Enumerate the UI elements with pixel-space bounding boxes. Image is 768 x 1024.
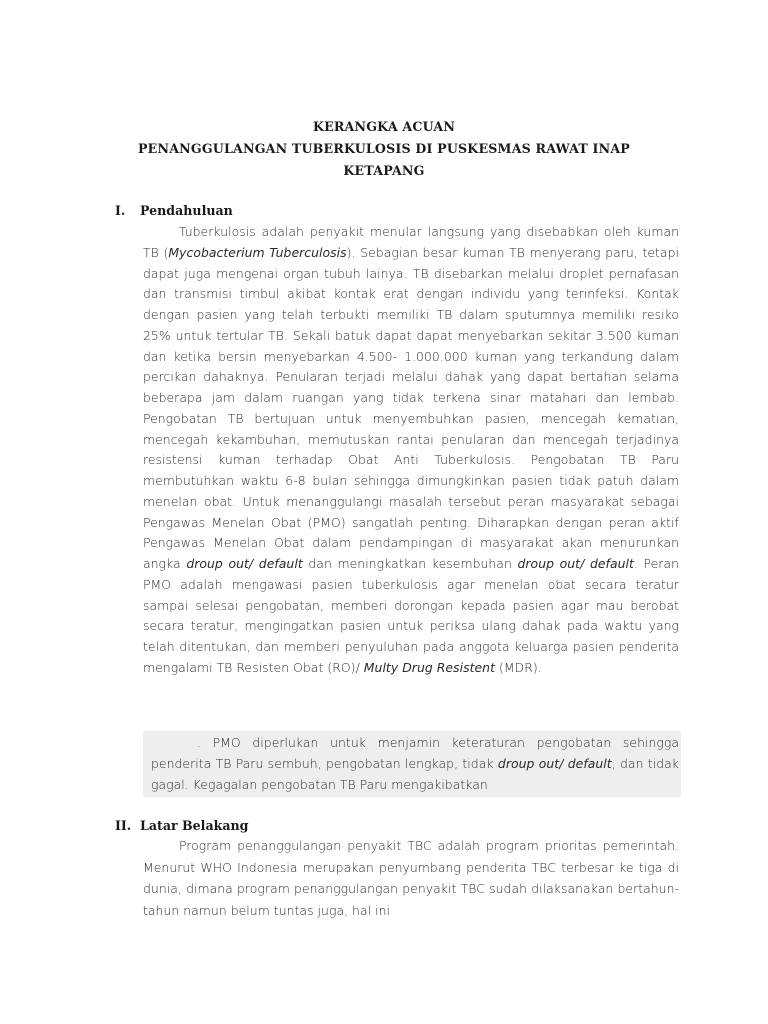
italic-term: Mycobacterium Tuberculosis [168, 244, 347, 260]
paragraph-text: ). Sebagian besar kuman TB menyerang paru, tetapi dapat juga mengenai organ tubuh lainya. TB disebarkan melalui droplet pernafasan dan transmisi timbul akibat kontak erat dengan individu yang terinfeksi. Kontak dengan pasien yang telah terbukti memiliki TB dalam sputumnya memiliki resiko 25% untuk tertular TB. Sekali batuk dapat dapat menyebarkan sekitar 3.500 kuman dan ketika bersin menyebarkan 4.500- 1.000.000 kuman yang terkandung dalam percikan dahaknya. Penularan terjadi melalui dahak yang dapat bertahan selama beberapa jam dalam ruangan yang tidak terkena sinar matahari dan lembab. Pengobatan TB bertujuan untuk menyembuhkan pasien, mencegah kematian, mencegah kekambuhan, memutuskan rantai penularan dan mencegah terjadinya resistensi kuman terhadap Obat Anti Tuberkulosis. Pengobatan TB Paru membutuhkan waktu 6-8 bulan sehingga dimungkinkan pasien tidak patuh dalam menelan obat. Untuk menanggulangi masalah tersebut peran masyarakat sebagai Pengawas Menelan Obat (PMO) sangatlah penting. Diharapkan dengan peran aktif Pengawas Menelan Obat dalam pendampingan di masyarakat akan menurunkan angka [143, 244, 679, 571]
paragraph-text: . Peran PMO adalah mengawasi pasien tuberkulosis agar menelan obat secara teratur sampai selesai pengobatan, memberi dorongan kepada pasien agar mau berobat secara teratur, mengingatkan pasien untuk periksa ulang dahak pada waktu yang telah ditentukan, dan memberi penyuluhan pada anggota keluarga pasien penderita mengalami TB Resisten Obat (RO)/ [143, 556, 679, 675]
document-subtitle: PENANGGULANGAN TUBERKULOSIS DI PUSKESMAS RAWAT INAP [138, 141, 630, 156]
document-subtitle-location: KETAPANG [343, 163, 425, 178]
section-title: Pendahuluan [140, 203, 233, 218]
italic-term: droup out/ default [497, 756, 612, 771]
highlight-paragraph [151, 732, 679, 795]
italic-term: droup out/ default [517, 556, 634, 571]
paragraph-text: (MDR). [494, 659, 542, 675]
latar-belakang-text: Program penanggulangan penyakit TBC adalah program prioritas pemerintah. Menurut WHO Indonesia merupakan penyumbang penderita TBC terbesar ke tiga di dunia, dimana program penanggulangan penyakit TBC sudah dilaksanakan bertahun-tahun namun belum tuntas juga, hal ini [143, 838, 679, 918]
paragraph-text: , dan tidak gagal. Kegagalan pengobatan TB Paru mengakibatkan [151, 756, 679, 792]
section-number: II. [115, 818, 132, 833]
section-title: Latar Belakang [140, 818, 249, 833]
section-number: I. [115, 203, 126, 218]
pendahuluan-paragraph [143, 222, 679, 679]
italic-term: droup out/ default [186, 556, 303, 571]
paragraph-text: dan meningkatkan kesembuhan [302, 556, 518, 571]
italic-term: Multy Drug Resistent [363, 659, 495, 675]
document-title: KERANGKA ACUAN [312, 119, 456, 134]
latar-belakang-paragraph [143, 835, 679, 921]
paragraph-text: . PMO diperlukan untuk menjamin keteraturan pengobatan sehingga penderita TB Paru sembuh, pengobatan lengkap, tidak [151, 735, 679, 771]
paragraph-text: Tuberkulosis adalah penyakit menular langsung yang disebabkan oleh kuman TB ( [143, 224, 679, 260]
